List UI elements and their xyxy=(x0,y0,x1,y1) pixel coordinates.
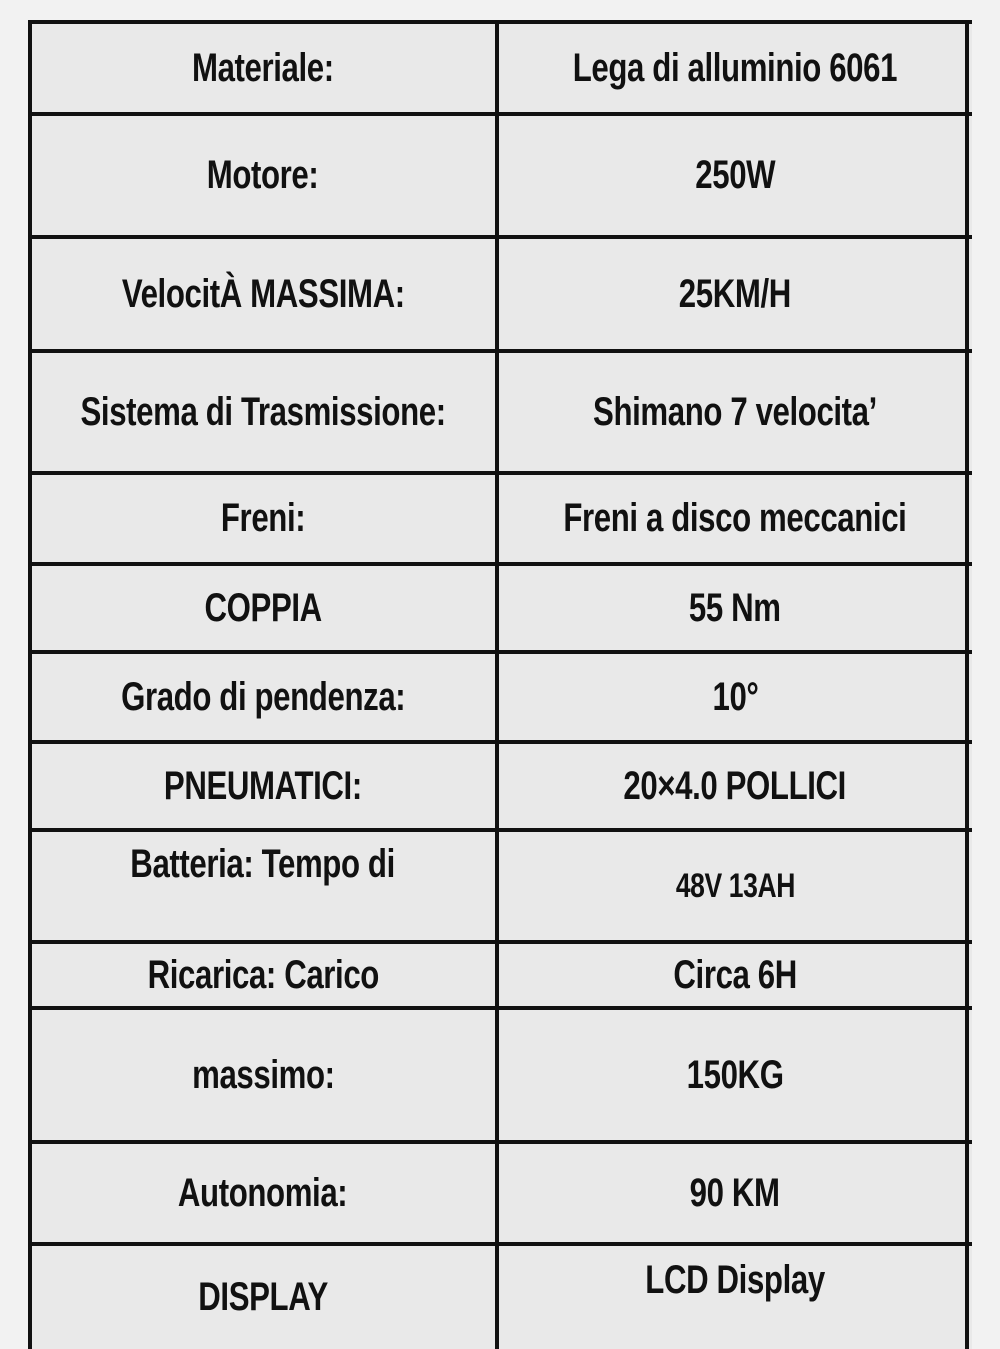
table-row xyxy=(28,744,972,828)
row-label: Materiale: xyxy=(192,45,334,90)
table-border-right xyxy=(965,20,969,1349)
table-row xyxy=(28,1010,972,1140)
table-row xyxy=(28,566,972,650)
row-value: Shimano 7 velocita’ xyxy=(593,389,877,434)
row-value: Circa 6H xyxy=(673,952,797,997)
row-divider xyxy=(28,940,972,944)
row-divider xyxy=(28,1242,972,1246)
row-divider xyxy=(28,471,972,475)
table-row xyxy=(28,116,972,235)
row-label: Ricarica: Carico xyxy=(147,952,379,997)
row-divider xyxy=(28,112,972,116)
table-row xyxy=(28,24,972,112)
row-label: Freni: xyxy=(220,496,306,540)
table-border-top xyxy=(28,20,972,24)
row-value: 48V 13AH xyxy=(675,866,795,905)
row-value: 250W xyxy=(695,153,775,197)
row-value: LCD Display xyxy=(645,1258,825,1302)
table-row xyxy=(28,944,972,1006)
row-value: 20×4.0 POLLICI xyxy=(623,763,847,808)
table-row xyxy=(28,353,972,471)
table-row xyxy=(28,1246,972,1349)
row-divider xyxy=(28,562,972,566)
row-value: Freni a disco meccanici xyxy=(563,496,907,540)
row-divider xyxy=(28,349,972,353)
row-divider xyxy=(28,1140,972,1144)
row-divider xyxy=(28,828,972,832)
row-label: Batteria: Tempo di xyxy=(130,842,396,886)
row-label: COPPIA xyxy=(204,585,322,630)
row-value: Lega di alluminio 6061 xyxy=(572,45,898,90)
row-label: VelocitÀ MASSIMA: xyxy=(121,271,405,316)
table-row xyxy=(28,239,972,349)
table-border-left xyxy=(28,20,32,1349)
table-row xyxy=(28,654,972,740)
table-row xyxy=(28,832,972,940)
row-label: massimo: xyxy=(191,1052,335,1097)
row-divider xyxy=(28,1006,972,1010)
row-divider xyxy=(28,235,972,239)
spec-table xyxy=(28,20,972,1349)
row-divider xyxy=(28,740,972,744)
row-label: Autonomia: xyxy=(178,1170,348,1215)
table-row xyxy=(28,475,972,562)
table-row xyxy=(28,1144,972,1242)
row-value: 90 KM xyxy=(690,1170,780,1215)
row-label: Sistema di Trasmissione: xyxy=(80,389,446,434)
row-value: 25KM/H xyxy=(678,271,792,316)
column-divider xyxy=(495,20,499,1349)
row-label: Motore: xyxy=(207,153,319,197)
row-label: DISPLAY xyxy=(198,1275,328,1319)
row-label: Grado di pendenza: xyxy=(120,674,406,719)
row-label: PNEUMATICI: xyxy=(164,763,362,808)
row-value: 55 Nm xyxy=(689,585,781,630)
row-divider xyxy=(28,650,972,654)
row-value: 150KG xyxy=(686,1052,784,1097)
row-value: 10° xyxy=(711,674,759,719)
